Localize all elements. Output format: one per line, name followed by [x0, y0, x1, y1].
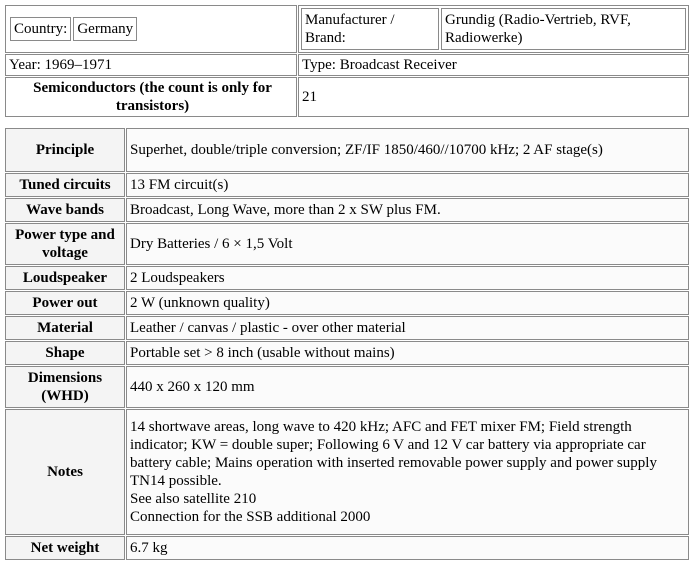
notes-line: Connection for the SSB additional 2000	[130, 509, 371, 525]
spec-row-tuned-circuits	[5, 173, 689, 197]
spec-label: Power type and voltage	[5, 223, 125, 265]
spec-row-notes	[5, 409, 689, 535]
spec-label: Power out	[5, 291, 125, 315]
year-cell: Year: 1969–1971	[5, 54, 297, 76]
spec-value: Dry Batteries / 6 × 1,5 Volt	[126, 223, 689, 265]
spec-row-principle	[5, 128, 689, 172]
country-label: Country:	[10, 17, 71, 41]
spec-value: 13 FM circuit(s)	[126, 173, 689, 197]
country-cell	[5, 5, 297, 53]
spec-label: Dimensions (WHD)	[5, 366, 125, 408]
spec-value	[126, 409, 689, 535]
spec-label: Wave bands	[5, 198, 125, 222]
spec-row-shape	[5, 341, 689, 365]
semiconductors-label: Semiconductors (the count is only for transistors)	[5, 77, 297, 117]
semiconductors-value: 21	[298, 77, 689, 117]
spec-label: Loudspeaker	[5, 266, 125, 290]
notes-line: 14 shortwave areas, long wave to 420 kHz; AFC and FET mixer FM; Field strength indicator; KW = double super; Following 6 V and 12 V car battery via appropriate car battery cable; Mains operation with inserted removable power supply and power supply TN14 possible.	[130, 419, 657, 489]
spec-value: 2 W (unknown quality)	[126, 291, 689, 315]
spec-row-material	[5, 316, 689, 340]
country-box	[8, 15, 139, 43]
manufacturer-label: Manufacturer / Brand:	[301, 8, 439, 50]
spec-row-net-weight	[5, 536, 689, 560]
spec-value: Superhet, double/triple conversion; ZF/IF 1850/460//10700 kHz; 2 AF stage(s)	[126, 128, 689, 172]
spec-value: Portable set > 8 inch (usable without mains)	[126, 341, 689, 365]
spec-row-wave-bands	[5, 198, 689, 222]
header-table	[4, 4, 690, 118]
specs-table	[4, 127, 690, 561]
spec-value: Leather / canvas / plastic - over other material	[126, 316, 689, 340]
spec-label: Net weight	[5, 536, 125, 560]
manufacturer-cell	[298, 5, 689, 53]
spec-label: Material	[5, 316, 125, 340]
spec-value: 2 Loudspeakers	[126, 266, 689, 290]
notes-line: See also satellite 210	[130, 491, 257, 507]
spec-value: Broadcast, Long Wave, more than 2 x SW plus FM.	[126, 198, 689, 222]
spec-label: Shape	[5, 341, 125, 365]
manufacturer-box	[299, 6, 688, 52]
manufacturer-value: Grundig (Radio-Vertrieb, RVF, Radiowerke)	[441, 8, 686, 50]
country-value: Germany	[73, 17, 137, 41]
spec-row-dimensions	[5, 366, 689, 408]
spec-label: Notes	[5, 409, 125, 535]
spec-row-loudspeaker	[5, 266, 689, 290]
spec-label: Tuned circuits	[5, 173, 125, 197]
spec-row-power-type	[5, 223, 689, 265]
spec-row-power-out	[5, 291, 689, 315]
spec-value: 440 x 260 x 120 mm	[126, 366, 689, 408]
type-cell: Type: Broadcast Receiver	[298, 54, 689, 76]
spec-label: Principle	[5, 128, 125, 172]
spec-value: 6.7 kg	[126, 536, 689, 560]
